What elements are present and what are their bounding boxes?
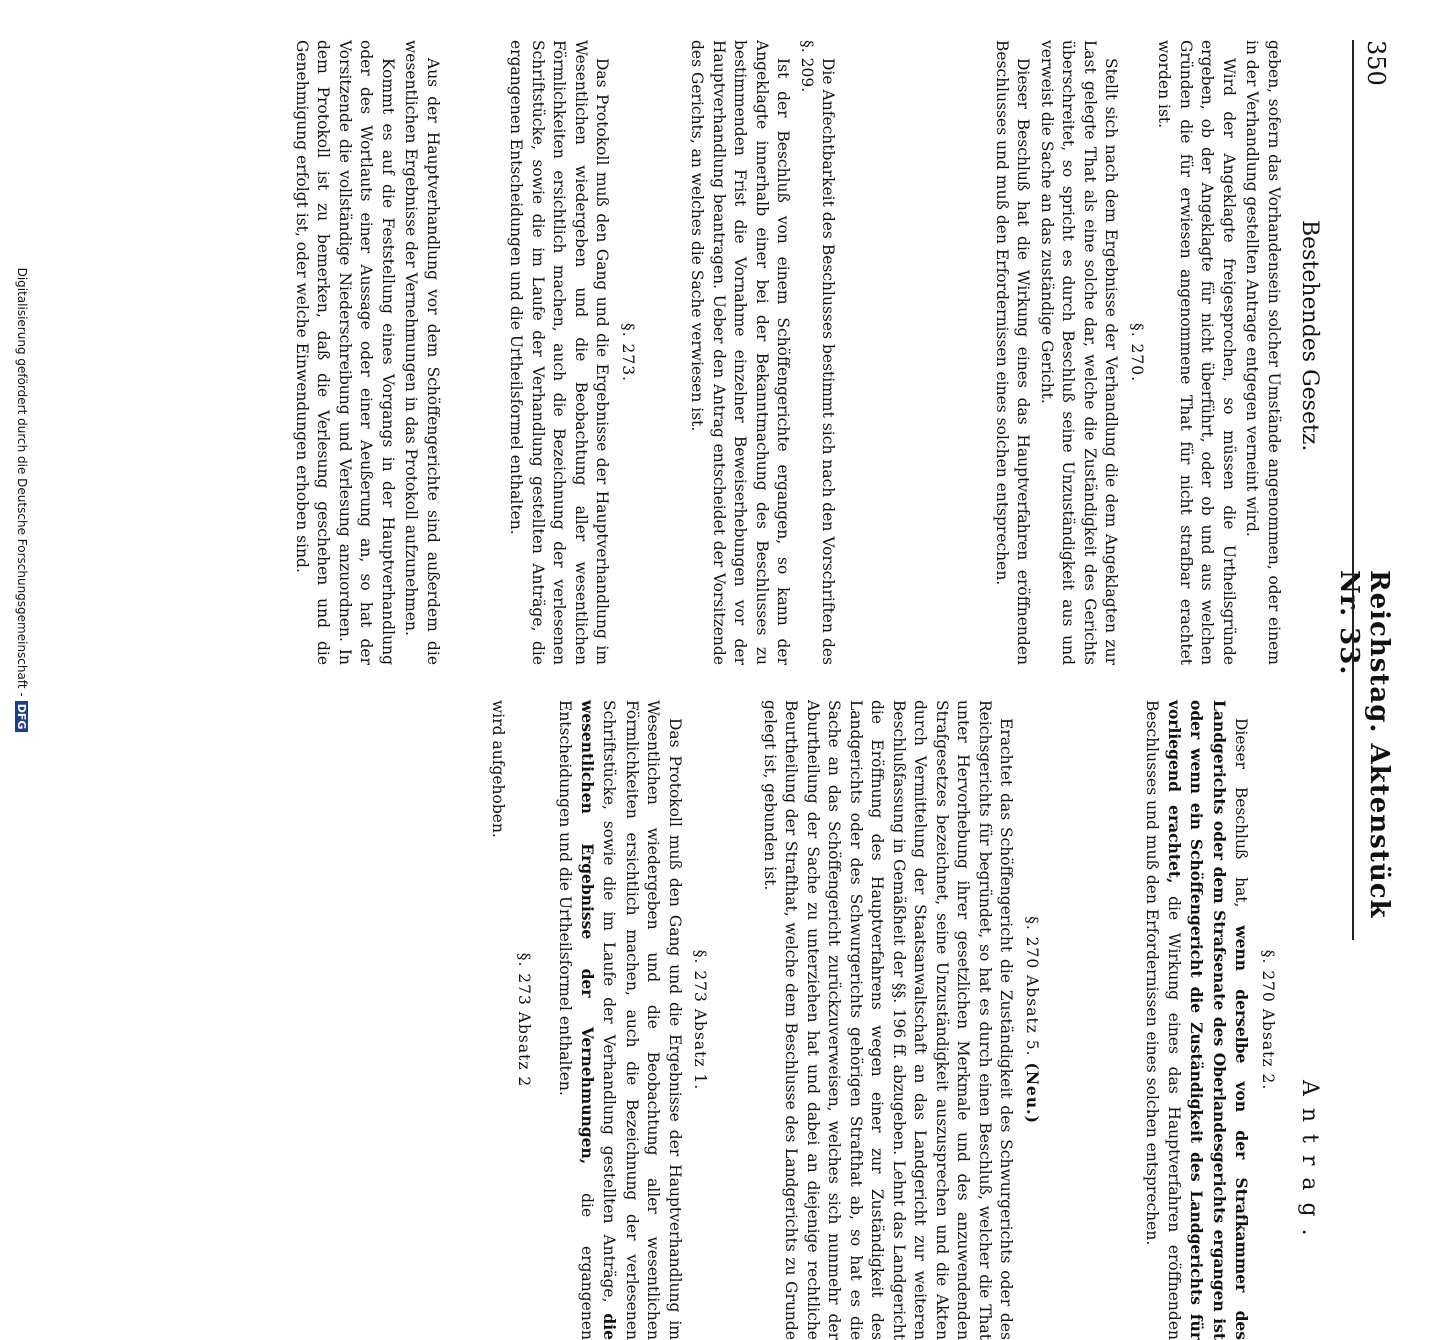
paragraph: [1141, 700, 1253, 1340]
digitization-credit: [15, 0, 29, 1000]
new-marker: (Neu.): [1023, 1062, 1042, 1124]
page-number: 350: [1362, 40, 1390, 86]
spacer: [717, 700, 757, 1340]
paragraph: Kommt es auf die Feststellung eines Vorgangs in der Hauptverhandlung oder des Wortlauts einer Aussage oder einer Aeußerung an, so hat der Vorsitzende die vollständige Niederschreibung und Verlesung anzuordnen. In dem Protokoll ist zu bemerken, daß die Verlesung geschehen und die Genehmigung erfolgt ist, oder welche Einwendungen erhoben sind.: [293, 40, 397, 665]
paragraph: [554, 700, 685, 1340]
paragraph: wird aufgehoben.: [489, 700, 508, 838]
dfg-logo: DFG: [15, 701, 28, 733]
spacer: [540, 700, 552, 1340]
section-heading: [1021, 700, 1044, 1340]
text-run: die Wirkung eines das Hauptverfahren eröffnenden Beschlusses und muß den Erfordernissen eines solchen entsprechen.: [1143, 700, 1183, 1340]
spacer: [644, 40, 684, 665]
header-rule: [1352, 40, 1354, 940]
paragraph: Die Anfechtbarkeit des Beschlusses bestimmt sich nach den Vorschriften des §. 209.: [798, 40, 838, 665]
paragraph: Stellt sich nach dem Ergebnisse der Verhandlung die dem Angeklagten zur Last gelegte That als eine solche dar, welche die Zuständigkeit des Gerichts überschreitet, so spricht es durch Beschluß seine Unzuständigkeit aus und verweist die Sache an das zuständige Gericht.: [1038, 40, 1121, 665]
section-heading: §. 273.: [619, 322, 637, 383]
motion-column: [485, 700, 1284, 1340]
paragraph: Aus der Hauptverhandlung vor dem Schöffengerichte sind außerdem die wesentlichen Ergebnisse der Vernehmungen in das Protokoll aufzunehmen.: [402, 40, 442, 665]
paragraph: Dieser Beschluß hat die Wirkung eines das Hauptverfahren eröffnenden Beschlusses und muß den Erfordernissen eines solchen entsprechen.: [993, 40, 1033, 665]
credit-text: Digitalisierung gefördert durch die Deutsche Forschungsgemeinschaft -: [15, 267, 29, 697]
paragraph: geben, sofern das Vorhandensein solcher Umstände angenommen, oder einem in der Verhandlung gestellten Antrage entgegen verneint wird.: [1243, 40, 1283, 665]
page-title: Reichstag. Aktenstück Nr. 33.: [1334, 570, 1394, 919]
paragraph: Wird der Angeklagte freigesprochen, so müssen die Urtheilsgründe ergeben, ob der Angeklagte für nicht überführt, oder ob und aus welchen Gründen die für erwiesen angenommene That für nicht strafbar erachtet worden ist.: [1155, 40, 1238, 665]
paragraph: Ist der Beschluß von einem Schöffengerichte ergangen, so kann der Angeklagte innerhalb einer bei der Bekanntmachung des Beschlusses zu bestimmenden Frist die Vornahme einzelner Beweiserhebungen vor der Hauptverhandlung beantragen. Ueber den Antrag entscheidet der Vorsitzende des Gerichts, an welches die Sache verwiesen ist.: [688, 40, 793, 665]
spacer: [443, 40, 503, 665]
paragraph: Erachtet das Schöffengericht die Zuständigkeit des Schwurgerichts oder des Reichsgerichts für begründet, so hat es durch einen Beschluß, welcher die That unter Hervorhebung ihrer gesetzlichen Merkmale und des anzuwendenden Strafgesetzes bezeichnet, seine Unzuständigkeit auszusprechen und die Akten durch Vermittelung der Staatsanwaltschaft an das Landgericht zur weiteren Beschlußfassung in Gemäßheit der §§. 196 ff. abzugeben. Lehnt das Landgericht die Eröffnung des Hauptverfahrens wegen einer zur Zuständigkeit des Landgerichts oder des Schwurgerichts gehörigen Strafthat ab, so hat es die Sache an das Schöffengericht zurückzuverweisen, welches sich nunmehr der Aburtheilung der Sache zu unterziehen hat und dabei an diejenige rechtliche Beurtheilung der Strafthat, welche dem Beschlusse des Landgerichts zu Grunde gelegt ist, gebunden ist.: [761, 700, 1016, 1340]
text-run: Dieser Beschluß hat,: [1232, 718, 1251, 908]
text-run: die ergangenen Entscheidungen und die Urtheilsformel enthalten.: [556, 700, 596, 1340]
column-heading-motion: Antrag.: [1297, 1080, 1322, 1248]
column-heading-existing-law: Bestehendes Gesetz.: [1297, 220, 1322, 452]
bold-text-run: die wesentlichen Ergebnisse der Vernehmungen,: [578, 700, 620, 1340]
section-heading: §. 270.: [1128, 322, 1146, 383]
section-heading: §. 273 Absatz 1.: [691, 949, 710, 1091]
paragraph: Das Protokoll muß den Gang und die Ergebnisse der Hauptverhandlung im Wesentlichen wiedergeben und die Beobachtung aller wesentlichen Förmlichkeiten ersichtlich machen, auch die Bezeichnung der verlesenen Schriftstücke, sowie die im Laufe der Verhandlung gestellten Anträge, die ergangenen Entscheidungen und die Urtheilsformel enthalten.: [507, 40, 612, 665]
section-heading-text: §. 270 Absatz 5.: [1023, 916, 1041, 1057]
section-heading: §. 270 Absatz 2.: [1259, 949, 1277, 1091]
bold-text-run: wenn derselbe von der Strafkammer des Landgerichts oder dem Strafsenate des Oberlandesgerichts ergangen ist oder wenn ein Schöffengericht die Zuständigkeit des Landgerichts für vorliegend erachtet,: [1165, 700, 1252, 1340]
text-run: Das Protokoll muß den Gang und die Ergebnisse der Hauptverhandlung im Wesentlichen wiedergeben und die Beobachtung aller wesentlichen Förmlichkeiten ersichtlich machen, auch die Bezeichnung der verlesenen Schriftstücke, sowie die im Laufe der Verhandlung gestellten Anträge,: [600, 700, 684, 1340]
spacer: [1049, 700, 1139, 1340]
existing-law-column: [289, 40, 1285, 665]
spacer: [839, 40, 989, 665]
section-heading: §. 273 Absatz 2: [515, 952, 533, 1088]
